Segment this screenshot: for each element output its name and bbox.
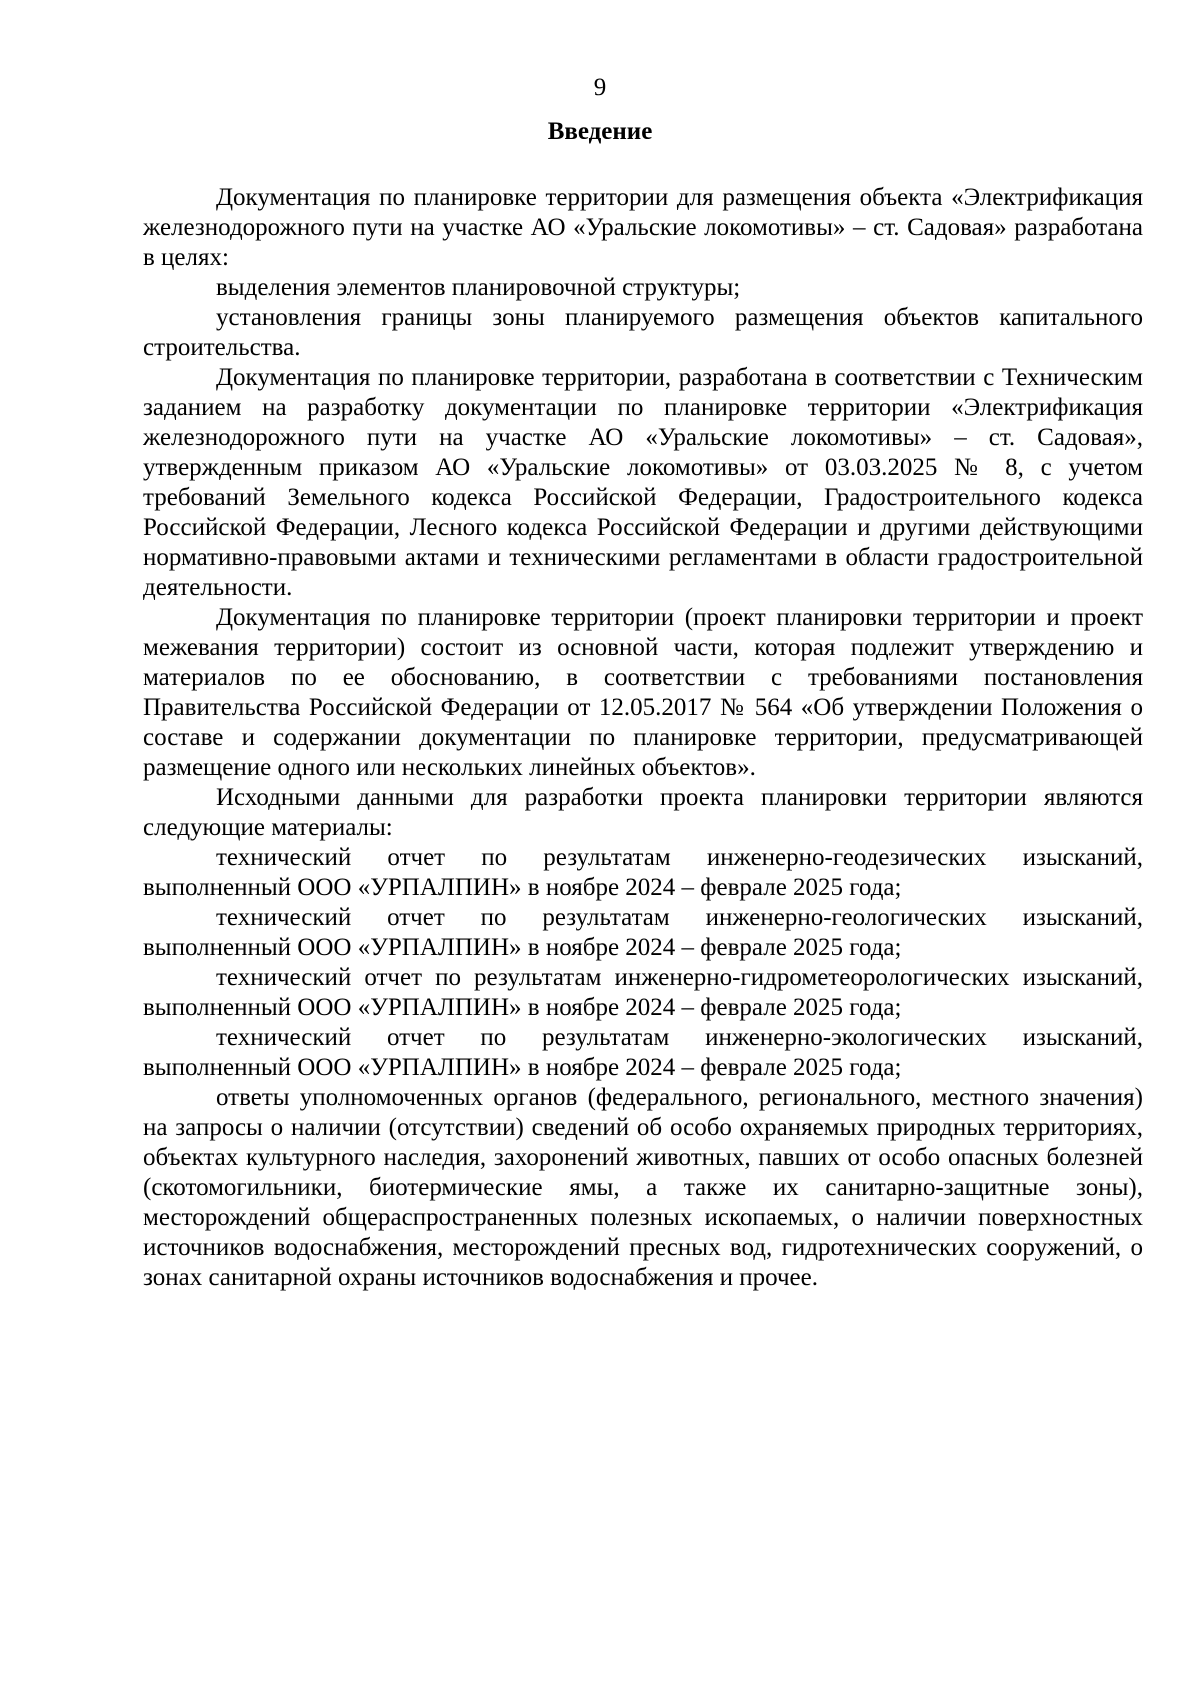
paragraph-purpose: Документация по планировке территории для размещения объекта «Электрификация железнодорожного пути на участке АО «Уральские локомотивы» – ст. Садовая» разработана в целях: — [143, 184, 1143, 271]
page-number: 9 — [593, 74, 607, 101]
paragraph-source-item-authorities: ответы уполномоченных органов (федерального, регионального, местного значения) на запросы о наличии (отсутствии) сведений об особо охраняемых природных территориях, объектах культурного наследия, захоронений животных, павших от особо опасных болезней (скотомогильники, биотермические ямы, а также их санитарно-защитные зоны), месторождений общераспространенных полезных ископаемых, о наличии поверхностных источников водоснабжения, месторождений пресных вод, гидротехнических сооружений, о зонах санитарной охраны источников водоснабжения и прочее. — [143, 1084, 1143, 1291]
paragraph-source-item-ecological: технический отчет по результатам инженерно-экологических изысканий, выполненный ООО «УРПАЛПИН» в ноябре 2024 – феврале 2025 года; — [143, 1024, 1143, 1081]
paragraph-purpose-item-1: выделения элементов планировочной структуры; — [216, 274, 741, 301]
paragraph-source-item-geological: технический отчет по результатам инженерно-геологических изысканий, выполненный ООО «УРПАЛПИН» в ноябре 2024 – феврале 2025 года; — [143, 904, 1143, 961]
document-body — [143, 183, 1143, 1293]
paragraph-composition: Документация по планировке территории (проект планировки территории и проект межевания территории) состоит из основной части, которая подлежит утверждению и материалов по ее обоснованию, в соответствии с требованиями постановления Правительства Российской Федерации от 12.05.2017 № 564 «Об утверждении Положения о составе и содержании документации по планировке территории, предусматривающей размещение одного или нескольких линейных объектов». — [143, 604, 1143, 781]
paragraph-source-item-geodetic: технический отчет по результатам инженерно-геодезических изысканий, выполненный ООО «УРПАЛПИН» в ноябре 2024 – феврале 2025 года; — [143, 844, 1143, 901]
paragraph-source-data: Исходными данными для разработки проекта планировки территории являются следующие материалы: — [143, 784, 1143, 841]
section-title: Введение — [547, 118, 653, 145]
paragraph-basis: Документация по планировке территории, разработана в соответствии с Техническим заданием на разработку документации по планировке территории «Электрификация железнодорожного пути на участке АО «Уральские локомотивы» – ст. Садовая», утвержденным приказом АО «Уральские локомотивы» от 03.03.2025 № 8, с учетом требований Земельного кодекса Российской Федерации, Градостроительного кодекса Российской Федерации, Лесного кодекса Российской Федерации и другими действующими нормативно-правовыми актами и техническими регламентами в области градостроительной деятельности. — [143, 364, 1143, 601]
paragraph-source-item-hydrometeorological: технический отчет по результатам инженерно-гидрометеорологических изысканий, выполненный ООО «УРПАЛПИН» в ноябре 2024 – феврале 2025 года; — [143, 964, 1143, 1021]
paragraph-purpose-item-2: установления границы зоны планируемого размещения объектов капитального строительства. — [143, 304, 1143, 361]
